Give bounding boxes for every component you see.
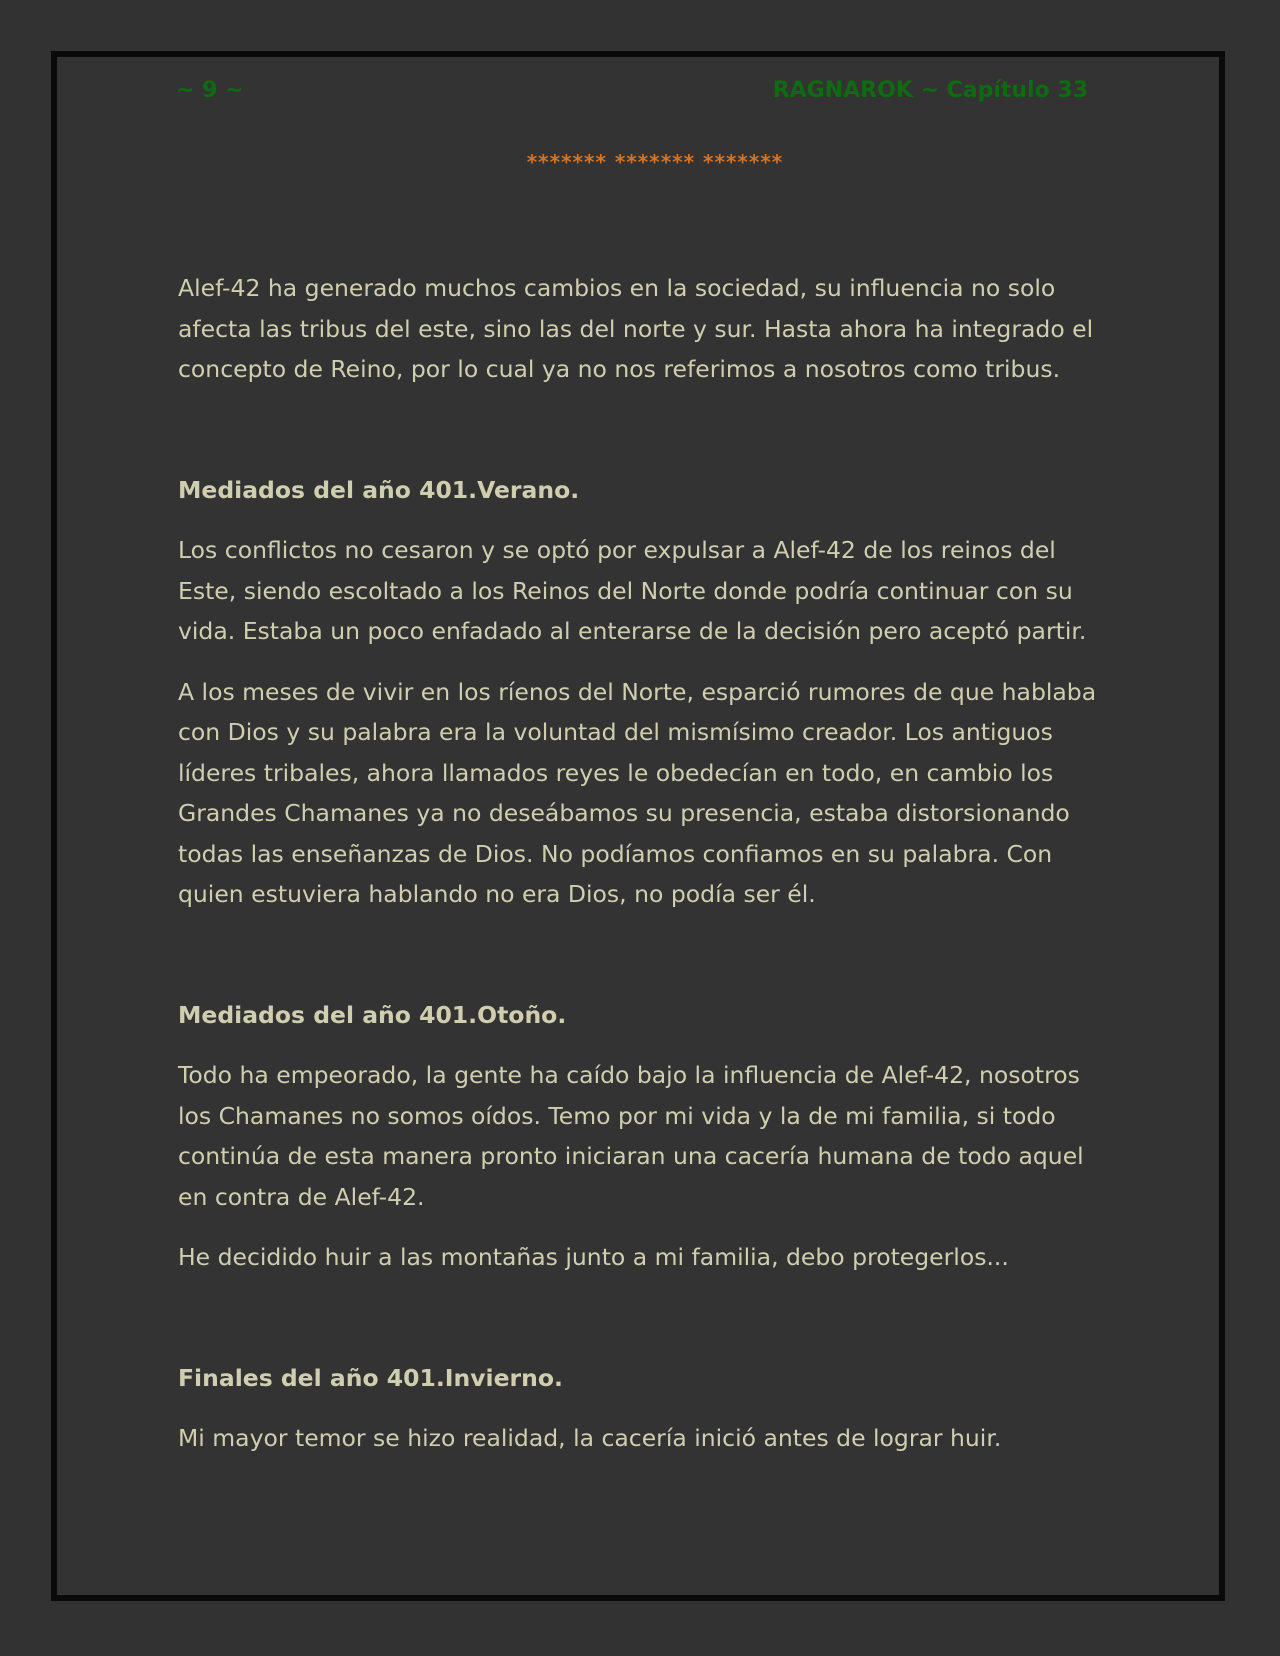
running-title: RAGNAROK ~ Capítulo 33 [772, 78, 1088, 103]
paragraph-4: Todo ha empeorado, la gente ha caído bajo la influencia de Alef-42, nosotros los Chamanes no somos oídos. Temo por mi vida y la de mi familia, si todo continúa de esta manera pronto iniciaran una cacería humana de todo aquel en contra de Alef-42. [178, 1061, 1084, 1211]
section-separator: ******* ******* ******* [526, 150, 784, 174]
page-header [176, 78, 1088, 110]
entry-heading-verano: Mediados del año 401.Verano. [178, 475, 580, 504]
entry-heading-otono: Mediados del año 401.Otoño. [178, 1000, 567, 1029]
paragraph-6: Mi mayor temor se hizo realidad, la cacería inició antes de lograr huir. [178, 1424, 1002, 1452]
paragraph-2: Los conflictos no cesaron y se optó por expulsar a Alef-42 de los reinos del Este, siendo escoltado a los Reinos del Norte donde podría continuar con su vida. Estaba un poco enfadado al enterarse de la decisión pero aceptó partir. [178, 536, 1087, 645]
paragraph-3: A los meses de vivir en los ríenos del Norte, esparció rumores de que hablaba con Dios y su palabra era la voluntad del mismísimo creador. Los antiguos líderes tribales, ahora llamados reyes le obedecían en todo, en cambio los Grandes Chamanes ya no deseábamos su presencia, estaba distorsionando todas las enseñanzas de Dios. No podíamos confiamos en su palabra. Con quien estuviera hablando no era Dios, no podía ser él. [178, 677, 1097, 908]
paragraph-5: He decidido huir a las montañas junto a mi familia, debo protegerlos... [178, 1243, 1009, 1271]
entry-heading-invierno: Finales del año 401.Invierno. [178, 1363, 563, 1392]
paragraph-1: Alef-42 ha generado muchos cambios en la sociedad, su influencia no solo afecta las tribus del este, sino las del norte y sur. Hasta ahora ha integrado el concepto de Reino, por lo cual ya no nos referimos a nosotros como tribus. [178, 274, 1094, 383]
page-number: ~ 9 ~ [176, 78, 244, 103]
page-body [178, 268, 1098, 1479]
